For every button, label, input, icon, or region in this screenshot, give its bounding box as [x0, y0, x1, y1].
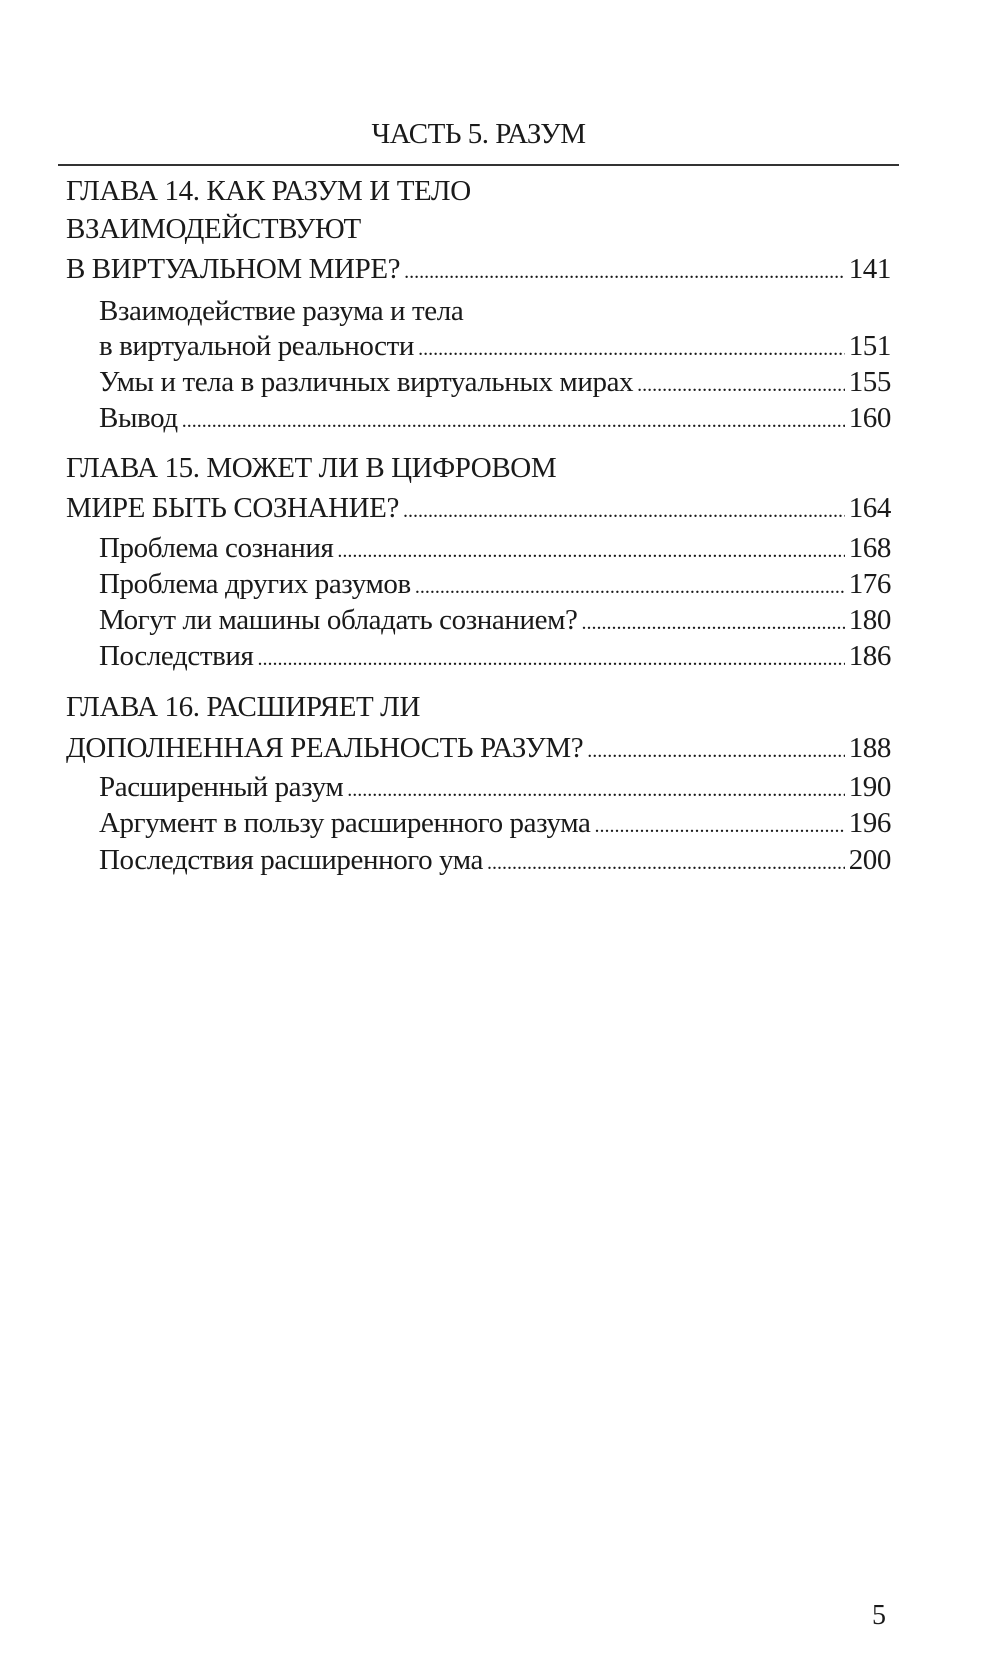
- leader-dots: [337, 531, 844, 568]
- toc-entry-section[interactable]: [99, 329, 891, 363]
- toc-entry-section[interactable]: [99, 401, 891, 435]
- section-title-line: Расширенный разум: [99, 771, 344, 803]
- section-title-line: Проблема других разумов: [99, 568, 411, 600]
- toc-entry-section[interactable]: [99, 639, 891, 673]
- page-ref: 168: [848, 532, 891, 564]
- chapter-title-line: ГЛАВА 14. КАК РАЗУМ И ТЕЛО: [66, 175, 471, 207]
- toc-entry-section[interactable]: [99, 770, 891, 804]
- chapter-title-line: ГЛАВА 16. РАСШИРЯЕТ ЛИ: [66, 691, 420, 723]
- chapter-title-line: В ВИРТУАЛЬНОМ МИРЕ?: [66, 253, 401, 285]
- leader-dots: [257, 639, 844, 676]
- page-ref: 141: [848, 253, 891, 285]
- leader-dots: [587, 731, 844, 768]
- section-title-line: в виртуальной реальности: [99, 330, 415, 362]
- section-title-line: Проблема сознания: [99, 532, 334, 564]
- chapter-title-line: ДОПОЛНЕННАЯ РЕАЛЬНОСТЬ РАЗУМ?: [66, 732, 584, 764]
- leader-dots: [415, 567, 845, 604]
- toc-entry-section[interactable]: [99, 365, 891, 399]
- toc-entry-section[interactable]: [99, 806, 891, 840]
- page-ref: 151: [848, 330, 891, 362]
- chapter-title[interactable]: [66, 451, 891, 485]
- leader-dots: [347, 770, 844, 807]
- toc-entry-chapter[interactable]: [66, 731, 891, 765]
- leader-dots: [637, 365, 845, 402]
- leader-dots: [403, 491, 845, 528]
- leader-dots: [594, 806, 844, 843]
- leader-dots: [487, 843, 845, 880]
- leader-dots: [582, 603, 845, 640]
- toc-entry-section[interactable]: [99, 603, 891, 637]
- toc-entry-section[interactable]: [99, 294, 891, 328]
- leader-dots: [182, 401, 845, 438]
- toc-entry-section[interactable]: [99, 843, 891, 877]
- chapter-title[interactable]: [66, 212, 891, 246]
- section-title-line: Умы и тела в различных виртуальных мирах: [99, 366, 634, 398]
- section-title-line: Взаимодействие разума и тела: [99, 295, 464, 327]
- part-title: ЧАСТЬ 5. РАЗУМ: [371, 118, 586, 150]
- chapter-title[interactable]: [66, 174, 891, 208]
- chapter-title-line: ГЛАВА 15. МОЖЕТ ЛИ В ЦИФРОВОМ: [66, 452, 557, 484]
- page-ref: 176: [848, 568, 891, 600]
- page-ref: 196: [848, 807, 891, 839]
- page-ref: 155: [848, 366, 891, 398]
- page-ref: 186: [848, 640, 891, 672]
- leader-dots: [418, 329, 845, 366]
- chapter-title-line: МИРЕ БЫТЬ СОЗНАНИЕ?: [66, 492, 399, 524]
- section-title-line: Вывод: [99, 402, 178, 434]
- leader-dots: [404, 252, 845, 289]
- toc-entry-section[interactable]: [99, 567, 891, 601]
- page-number: 5: [872, 1600, 886, 1631]
- page-ref: 164: [848, 492, 891, 524]
- divider: [58, 164, 899, 166]
- section-title-line: Последствия: [99, 640, 254, 672]
- page-ref: 190: [848, 771, 891, 803]
- toc-entry-section[interactable]: [99, 531, 891, 565]
- page-ref: 160: [848, 402, 891, 434]
- toc-entry-chapter[interactable]: [66, 491, 891, 525]
- section-title-line: Могут ли машины обладать сознанием?: [99, 604, 578, 636]
- toc-entry-chapter[interactable]: [66, 252, 891, 286]
- chapter-title[interactable]: [66, 690, 891, 724]
- section-title-line: Последствия расширенного ума: [99, 844, 483, 876]
- section-title-line: Аргумент в пользу расширенного разума: [99, 807, 591, 839]
- page-ref: 188: [848, 732, 891, 764]
- page-ref: 200: [848, 844, 891, 876]
- page-ref: 180: [848, 604, 891, 636]
- chapter-title-line: ВЗАИМОДЕЙСТВУЮТ: [66, 213, 361, 245]
